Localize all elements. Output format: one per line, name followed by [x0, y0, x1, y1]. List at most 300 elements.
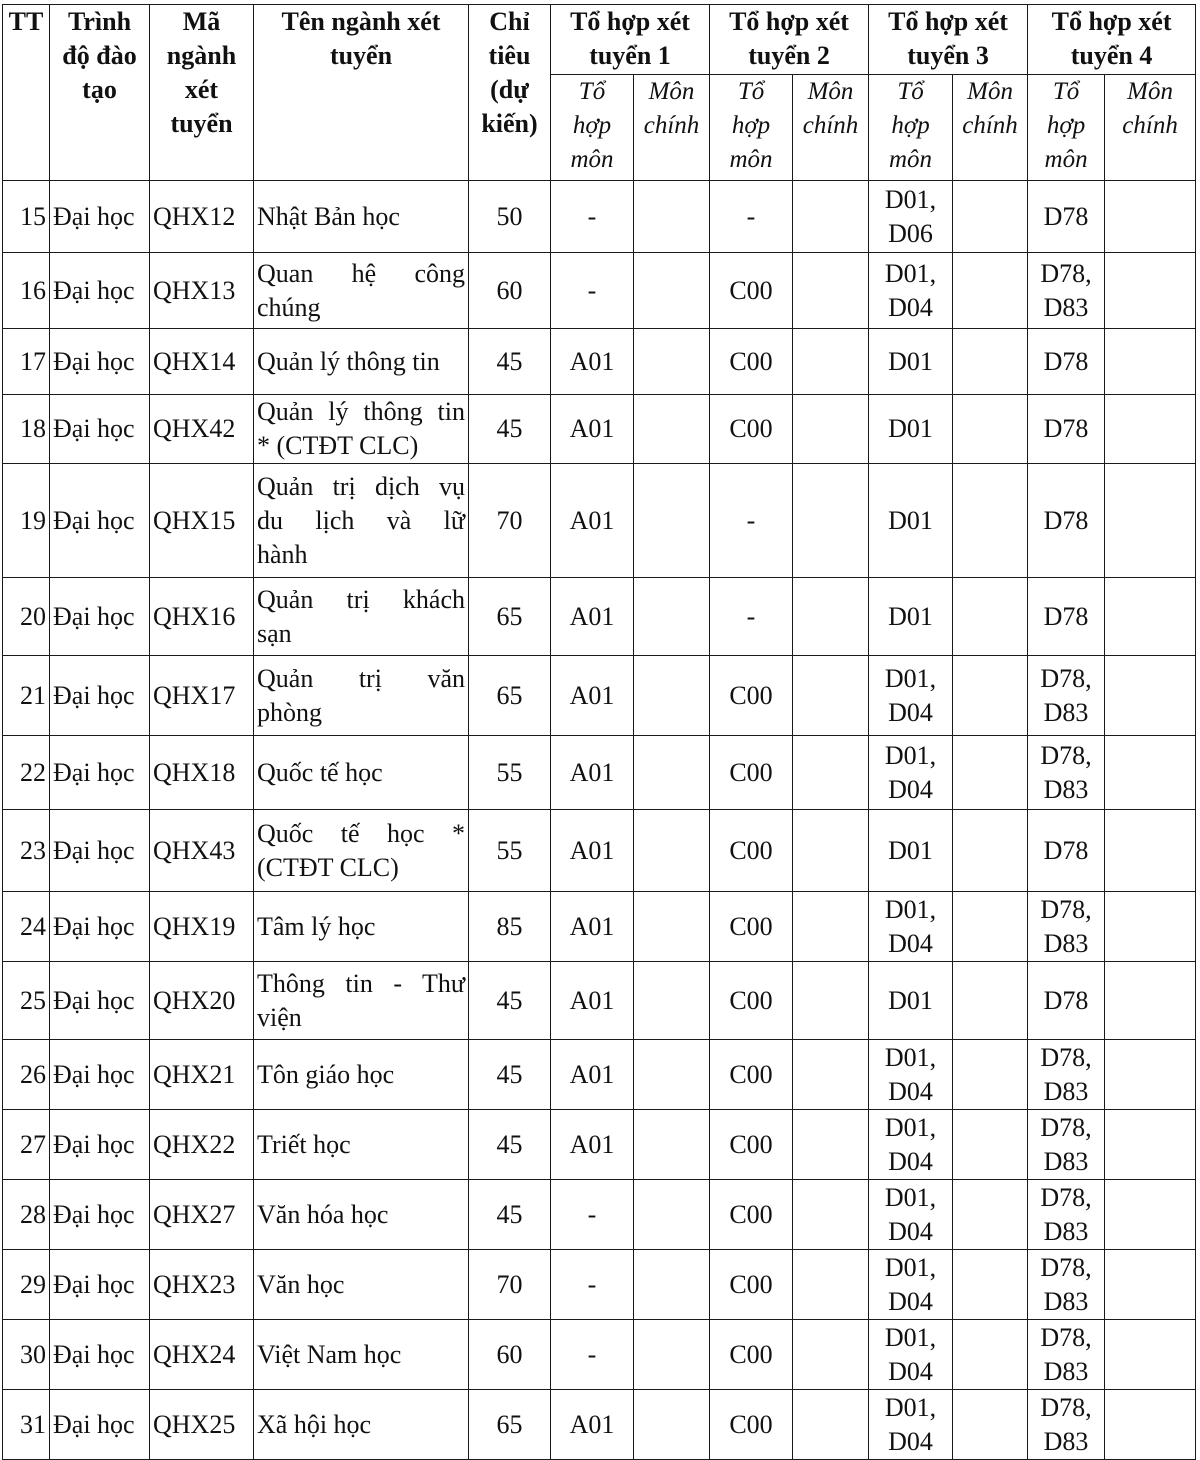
cell-main-3 [953, 656, 1028, 736]
cell-main-2 [793, 1390, 869, 1460]
cell-main-3 [953, 1320, 1028, 1390]
cell-name-line: Quản lý thông tin [257, 346, 440, 376]
cell-name [254, 656, 469, 736]
table-row [3, 1250, 1196, 1320]
cell-combo-2-line: C00 [729, 1339, 773, 1369]
cell-tt: 30 [3, 1320, 50, 1390]
cell-main-2 [793, 464, 869, 578]
cell-name [254, 329, 469, 395]
cell-combo-3-line: D04 [888, 697, 933, 727]
cell-quota: 60 [469, 1320, 551, 1390]
cell-code: QHX14 [150, 329, 254, 395]
cell-name-line: Nhật Bản học [257, 201, 400, 231]
cell-tt: 17 [3, 329, 50, 395]
cell-combo-3 [869, 578, 953, 656]
cell-main-4 [1105, 1110, 1196, 1180]
cell-combo-1-line: A01 [569, 346, 615, 376]
cell-level: Đại học [50, 736, 150, 810]
header-line: Mã [182, 7, 221, 36]
cell-combo-3-line: D04 [888, 1216, 933, 1246]
cell-combo-3-line: D01, [884, 184, 937, 214]
cell-combo-1 [551, 1110, 634, 1180]
cell-combo-3 [869, 1180, 953, 1250]
cell-name [254, 1040, 469, 1110]
subheader-main-3 [953, 75, 1028, 181]
header-line: chính [1122, 112, 1178, 139]
cell-main-2 [793, 1180, 869, 1250]
cell-main-4 [1105, 1180, 1196, 1250]
cell-combo-3-line: D01 [888, 505, 933, 535]
cell-level: Đại học [50, 181, 150, 253]
cell-combo-3 [869, 253, 953, 329]
cell-combo-2 [710, 1040, 793, 1110]
cell-combo-3-line: D01, [884, 1042, 937, 1072]
table-row [3, 656, 1196, 736]
subheader-main-2 [793, 75, 869, 181]
cell-quota: 45 [469, 1110, 551, 1180]
cell-code: QHX18 [150, 736, 254, 810]
cell-combo-3-line: D01, [884, 1392, 937, 1422]
cell-main-3 [953, 253, 1028, 329]
cell-combo-4-line: D78, [1040, 1322, 1092, 1352]
cell-main-2 [793, 395, 869, 464]
cell-combo-4 [1028, 1040, 1105, 1110]
cell-tt: 20 [3, 578, 50, 656]
cell-tt: 29 [3, 1250, 50, 1320]
cell-level: Đại học [50, 1250, 150, 1320]
cell-name [254, 736, 469, 810]
cell-combo-3 [869, 329, 953, 395]
cell-name-line: Văn học [257, 1269, 345, 1299]
cell-combo-2 [710, 329, 793, 395]
cell-main-2 [793, 181, 869, 253]
cell-combo-4 [1028, 181, 1105, 253]
table-row [3, 253, 1196, 329]
table-row [3, 962, 1196, 1040]
cell-code: QHX15 [150, 464, 254, 578]
cell-combo-4-line: D78 [1043, 414, 1089, 443]
header-line: độ đào [62, 41, 137, 70]
cell-combo-4 [1028, 464, 1105, 578]
header-line: Tổ [737, 78, 765, 105]
cell-combo-4-line: D83 [1043, 697, 1089, 727]
cell-name-line: viện [257, 1002, 302, 1032]
cell-main-3 [953, 736, 1028, 810]
cell-combo-4-line: D78 [1043, 985, 1089, 1015]
header-line: môn [1044, 146, 1088, 173]
header-line: tạo [82, 75, 117, 104]
cell-combo-4-line: D83 [1043, 1286, 1089, 1316]
cell-combo-4-line: D83 [1043, 774, 1089, 804]
cell-combo-2 [710, 253, 793, 329]
cell-combo-1 [551, 464, 634, 578]
cell-combo-1-line: A01 [569, 680, 615, 710]
cell-combo-1 [551, 329, 634, 395]
cell-main-3 [953, 578, 1028, 656]
cell-main-4 [1105, 1390, 1196, 1460]
table-row [3, 892, 1196, 962]
cell-main-4 [1105, 892, 1196, 962]
header-line: Môn [967, 78, 1013, 105]
cell-combo-1-line: A01 [569, 985, 615, 1015]
cell-combo-3-line: D01, [884, 1322, 937, 1352]
cell-code: QHX20 [150, 962, 254, 1040]
cell-tt: 19 [3, 464, 50, 578]
cell-main-3 [953, 1250, 1028, 1320]
cell-name-line: Văn hóa học [257, 1199, 389, 1229]
cell-combo-4 [1028, 1390, 1105, 1460]
cell-name-line: Việt Nam học [257, 1339, 402, 1369]
cell-code: QHX16 [150, 578, 254, 656]
cell-combo-4-line: D83 [1043, 1216, 1089, 1246]
cell-level: Đại học [50, 656, 150, 736]
cell-main-1 [634, 253, 710, 329]
header-line: tuyển 2 [748, 41, 830, 70]
cell-main-3 [953, 1180, 1028, 1250]
cell-combo-2-line: C00 [729, 1199, 773, 1229]
header-line: chính [802, 112, 859, 139]
cell-name-line: Quản trị văn [257, 663, 465, 693]
cell-combo-2-line: C00 [729, 346, 773, 376]
cell-combo-1-line: - [587, 1269, 597, 1299]
cell-combo-3-line: D01, [884, 740, 937, 770]
admission-table [2, 4, 1196, 1460]
cell-name [254, 464, 469, 578]
cell-quota: 85 [469, 892, 551, 962]
cell-combo-4-line: D83 [1043, 1356, 1089, 1386]
cell-tt: 26 [3, 1040, 50, 1110]
header-line: Tổ hợp xét [729, 7, 849, 36]
cell-combo-4-line: D78, [1040, 1392, 1092, 1422]
cell-combo-1-line: A01 [569, 505, 615, 535]
cell-name [254, 1180, 469, 1250]
cell-combo-4 [1028, 1110, 1105, 1180]
cell-main-2 [793, 578, 869, 656]
cell-quota: 45 [469, 329, 551, 395]
cell-main-1 [634, 656, 710, 736]
cell-combo-3-line: D01 [888, 985, 933, 1015]
cell-name [254, 1390, 469, 1460]
cell-code: QHX19 [150, 892, 254, 962]
subheader-combo-1 [551, 75, 634, 181]
cell-combo-4-line: D78, [1040, 1252, 1092, 1282]
cell-main-1 [634, 1250, 710, 1320]
subheader-main-1 [634, 75, 710, 181]
cell-combo-3 [869, 810, 953, 892]
cell-combo-3-line: D04 [888, 774, 933, 804]
header-line: chính [643, 112, 700, 139]
header-line: Tên ngành xét [281, 7, 441, 36]
cell-main-3 [953, 464, 1028, 578]
header-line: ngành [166, 41, 237, 70]
cell-tt: 31 [3, 1390, 50, 1460]
cell-combo-4-line: D83 [1043, 928, 1089, 958]
cell-combo-1 [551, 1180, 634, 1250]
cell-name-line: * (CTĐT CLC) [257, 431, 419, 460]
cell-main-2 [793, 1320, 869, 1390]
cell-name-line: Thông tin - Thư [257, 968, 465, 998]
cell-combo-4-line: D83 [1043, 292, 1089, 322]
cell-combo-2-line: C00 [729, 414, 773, 443]
cell-main-4 [1105, 464, 1196, 578]
cell-combo-3 [869, 656, 953, 736]
header-quota [469, 5, 551, 181]
cell-combo-4 [1028, 656, 1105, 736]
header-group-2 [710, 5, 869, 75]
cell-combo-1-line: A01 [569, 1059, 615, 1089]
cell-main-1 [634, 464, 710, 578]
cell-name-line: hành [257, 539, 308, 569]
cell-name [254, 810, 469, 892]
header-group-1 [551, 5, 710, 75]
cell-combo-2 [710, 892, 793, 962]
cell-main-3 [953, 395, 1028, 464]
cell-combo-2-line: - [746, 601, 756, 631]
cell-combo-1-line: A01 [569, 601, 615, 631]
cell-combo-3 [869, 1250, 953, 1320]
cell-quota: 55 [469, 736, 551, 810]
header-line: môn [729, 146, 773, 173]
cell-name [254, 395, 469, 464]
cell-combo-1 [551, 1040, 634, 1110]
cell-code: QHX42 [150, 395, 254, 464]
cell-combo-2 [710, 736, 793, 810]
cell-main-2 [793, 736, 869, 810]
cell-combo-2 [710, 464, 793, 578]
cell-combo-2-line: C00 [729, 1269, 773, 1299]
cell-combo-3-line: D01 [888, 414, 933, 443]
table-row [3, 1110, 1196, 1180]
table-row [3, 329, 1196, 395]
cell-combo-2 [710, 1250, 793, 1320]
header-tt [3, 5, 50, 181]
table-row [3, 464, 1196, 578]
cell-quota: 70 [469, 464, 551, 578]
cell-main-4 [1105, 962, 1196, 1040]
cell-tt: 23 [3, 810, 50, 892]
cell-combo-1-line: - [587, 275, 597, 305]
header-line: môn [570, 146, 614, 173]
cell-combo-3-line: D04 [888, 1426, 933, 1456]
cell-main-4 [1105, 329, 1196, 395]
table-header [3, 5, 1196, 181]
header-line: chính [962, 112, 1018, 139]
cell-name-line: Quản trị dịch vụ [257, 471, 465, 501]
cell-combo-4-line: D83 [1043, 1426, 1089, 1456]
cell-name-line: Tâm lý học [257, 911, 376, 941]
cell-main-1 [634, 962, 710, 1040]
cell-combo-2-line: C00 [729, 1059, 773, 1089]
cell-combo-3-line: D01, [884, 1112, 937, 1142]
header-line: tiêu [488, 41, 531, 70]
cell-combo-4-line: D78, [1040, 894, 1092, 924]
header-line: Tổ [897, 78, 924, 105]
cell-combo-1 [551, 253, 634, 329]
cell-combo-2 [710, 810, 793, 892]
cell-combo-4-line: D78 [1043, 835, 1089, 865]
header-line: tuyển 3 [907, 41, 989, 70]
cell-combo-1-line: A01 [569, 1409, 615, 1439]
cell-combo-3 [869, 181, 953, 253]
cell-combo-1-line: - [587, 201, 597, 231]
cell-combo-4 [1028, 329, 1105, 395]
cell-main-1 [634, 810, 710, 892]
cell-main-1 [634, 395, 710, 464]
header-line: tuyển [329, 41, 393, 70]
cell-code: QHX21 [150, 1040, 254, 1110]
cell-tt: 15 [3, 181, 50, 253]
cell-combo-3-line: D06 [888, 218, 933, 248]
table-row [3, 1320, 1196, 1390]
cell-level: Đại học [50, 253, 150, 329]
cell-level: Đại học [50, 1180, 150, 1250]
cell-quota: 50 [469, 181, 551, 253]
cell-combo-1 [551, 1390, 634, 1460]
cell-combo-2-line: C00 [729, 680, 773, 710]
cell-level: Đại học [50, 810, 150, 892]
cell-combo-4 [1028, 1180, 1105, 1250]
cell-name-line: du lịch và lữ [257, 505, 465, 535]
cell-combo-1-line: A01 [569, 835, 615, 865]
header-group-4 [1028, 5, 1196, 75]
cell-main-4 [1105, 1040, 1196, 1110]
header-line: tuyển 1 [589, 41, 671, 70]
cell-combo-4-line: D78 [1043, 601, 1089, 631]
cell-combo-3 [869, 1320, 953, 1390]
cell-combo-2-line: C00 [729, 1409, 773, 1439]
cell-name-line: sạn [257, 618, 292, 648]
cell-code: QHX43 [150, 810, 254, 892]
cell-combo-3-line: D01 [888, 346, 933, 376]
cell-combo-4-line: D83 [1043, 1076, 1089, 1106]
table-row [3, 1390, 1196, 1460]
header-line: hợp [572, 112, 612, 139]
cell-code: QHX12 [150, 181, 254, 253]
cell-combo-4 [1028, 892, 1105, 962]
table-row [3, 736, 1196, 810]
table-row [3, 1040, 1196, 1110]
cell-level: Đại học [50, 1320, 150, 1390]
cell-main-3 [953, 1390, 1028, 1460]
header-line: Môn [1127, 78, 1173, 105]
header-line: Môn [648, 78, 695, 105]
cell-code: QHX23 [150, 1250, 254, 1320]
table-body [3, 181, 1196, 1460]
cell-main-2 [793, 1250, 869, 1320]
cell-combo-1 [551, 181, 634, 253]
cell-code: QHX17 [150, 656, 254, 736]
header-level [50, 5, 150, 181]
header-line: Trình [67, 7, 132, 36]
header-line: Chỉ [489, 7, 530, 36]
cell-name [254, 1110, 469, 1180]
cell-code: QHX25 [150, 1390, 254, 1460]
cell-name [254, 253, 469, 329]
header-line: kiến) [481, 109, 538, 138]
cell-combo-1-line: A01 [569, 757, 615, 787]
cell-combo-2-line: C00 [729, 1129, 773, 1159]
cell-combo-3-line: D01 [888, 601, 933, 631]
cell-combo-1 [551, 1250, 634, 1320]
cell-code: QHX13 [150, 253, 254, 329]
cell-code: QHX24 [150, 1320, 254, 1390]
cell-main-2 [793, 1110, 869, 1180]
header-line: Tổ [1052, 78, 1080, 105]
cell-name-line: Xã hội học [257, 1409, 372, 1439]
cell-combo-4-line: D78 [1043, 346, 1089, 376]
cell-combo-4 [1028, 1250, 1105, 1320]
subheader-combo-4 [1028, 75, 1105, 181]
cell-combo-1 [551, 736, 634, 810]
cell-tt: 18 [3, 395, 50, 464]
cell-combo-2-line: C00 [729, 835, 773, 865]
cell-main-4 [1105, 181, 1196, 253]
cell-combo-1-line: A01 [569, 911, 615, 941]
cell-main-3 [953, 1110, 1028, 1180]
cell-main-4 [1105, 1320, 1196, 1390]
cell-combo-1 [551, 962, 634, 1040]
cell-level: Đại học [50, 962, 150, 1040]
cell-name-line: chúng [257, 292, 321, 322]
cell-combo-4 [1028, 253, 1105, 329]
cell-main-3 [953, 1040, 1028, 1110]
cell-level: Đại học [50, 892, 150, 962]
cell-combo-4 [1028, 962, 1105, 1040]
cell-quota: 65 [469, 578, 551, 656]
header-line: hợp [731, 112, 771, 139]
cell-tt: 24 [3, 892, 50, 962]
cell-quota: 45 [469, 395, 551, 464]
cell-combo-4 [1028, 1320, 1105, 1390]
cell-main-1 [634, 181, 710, 253]
cell-name [254, 892, 469, 962]
cell-main-4 [1105, 1250, 1196, 1320]
cell-name [254, 578, 469, 656]
cell-combo-2 [710, 1320, 793, 1390]
cell-main-4 [1105, 578, 1196, 656]
cell-combo-4-line: D78, [1040, 740, 1092, 770]
cell-name [254, 181, 469, 253]
header-name [254, 5, 469, 181]
cell-main-1 [634, 329, 710, 395]
cell-main-3 [953, 892, 1028, 962]
cell-combo-4 [1028, 810, 1105, 892]
cell-combo-1 [551, 810, 634, 892]
cell-main-1 [634, 736, 710, 810]
cell-main-4 [1105, 253, 1196, 329]
header-line: tuyển [170, 109, 233, 138]
cell-tt: 28 [3, 1180, 50, 1250]
header-line: hợp [891, 112, 930, 139]
header-code [150, 5, 254, 181]
cell-level: Đại học [50, 1040, 150, 1110]
cell-combo-4 [1028, 395, 1105, 464]
cell-combo-4-line: D83 [1043, 1146, 1089, 1176]
table-row [3, 181, 1196, 253]
cell-main-2 [793, 329, 869, 395]
cell-combo-3-line: D04 [888, 1286, 933, 1316]
cell-combo-3-line: D04 [888, 928, 933, 958]
cell-combo-2 [710, 962, 793, 1040]
cell-combo-4-line: D78, [1040, 1182, 1092, 1212]
cell-main-2 [793, 810, 869, 892]
cell-combo-4-line: D78, [1040, 1112, 1092, 1142]
header-line: Tổ hợp xét [1051, 7, 1172, 36]
cell-main-4 [1105, 395, 1196, 464]
cell-combo-4-line: D78 [1043, 201, 1089, 231]
header-line: Tổ hợp xét [888, 7, 1008, 36]
cell-name-line: Tôn giáo học [257, 1059, 395, 1089]
